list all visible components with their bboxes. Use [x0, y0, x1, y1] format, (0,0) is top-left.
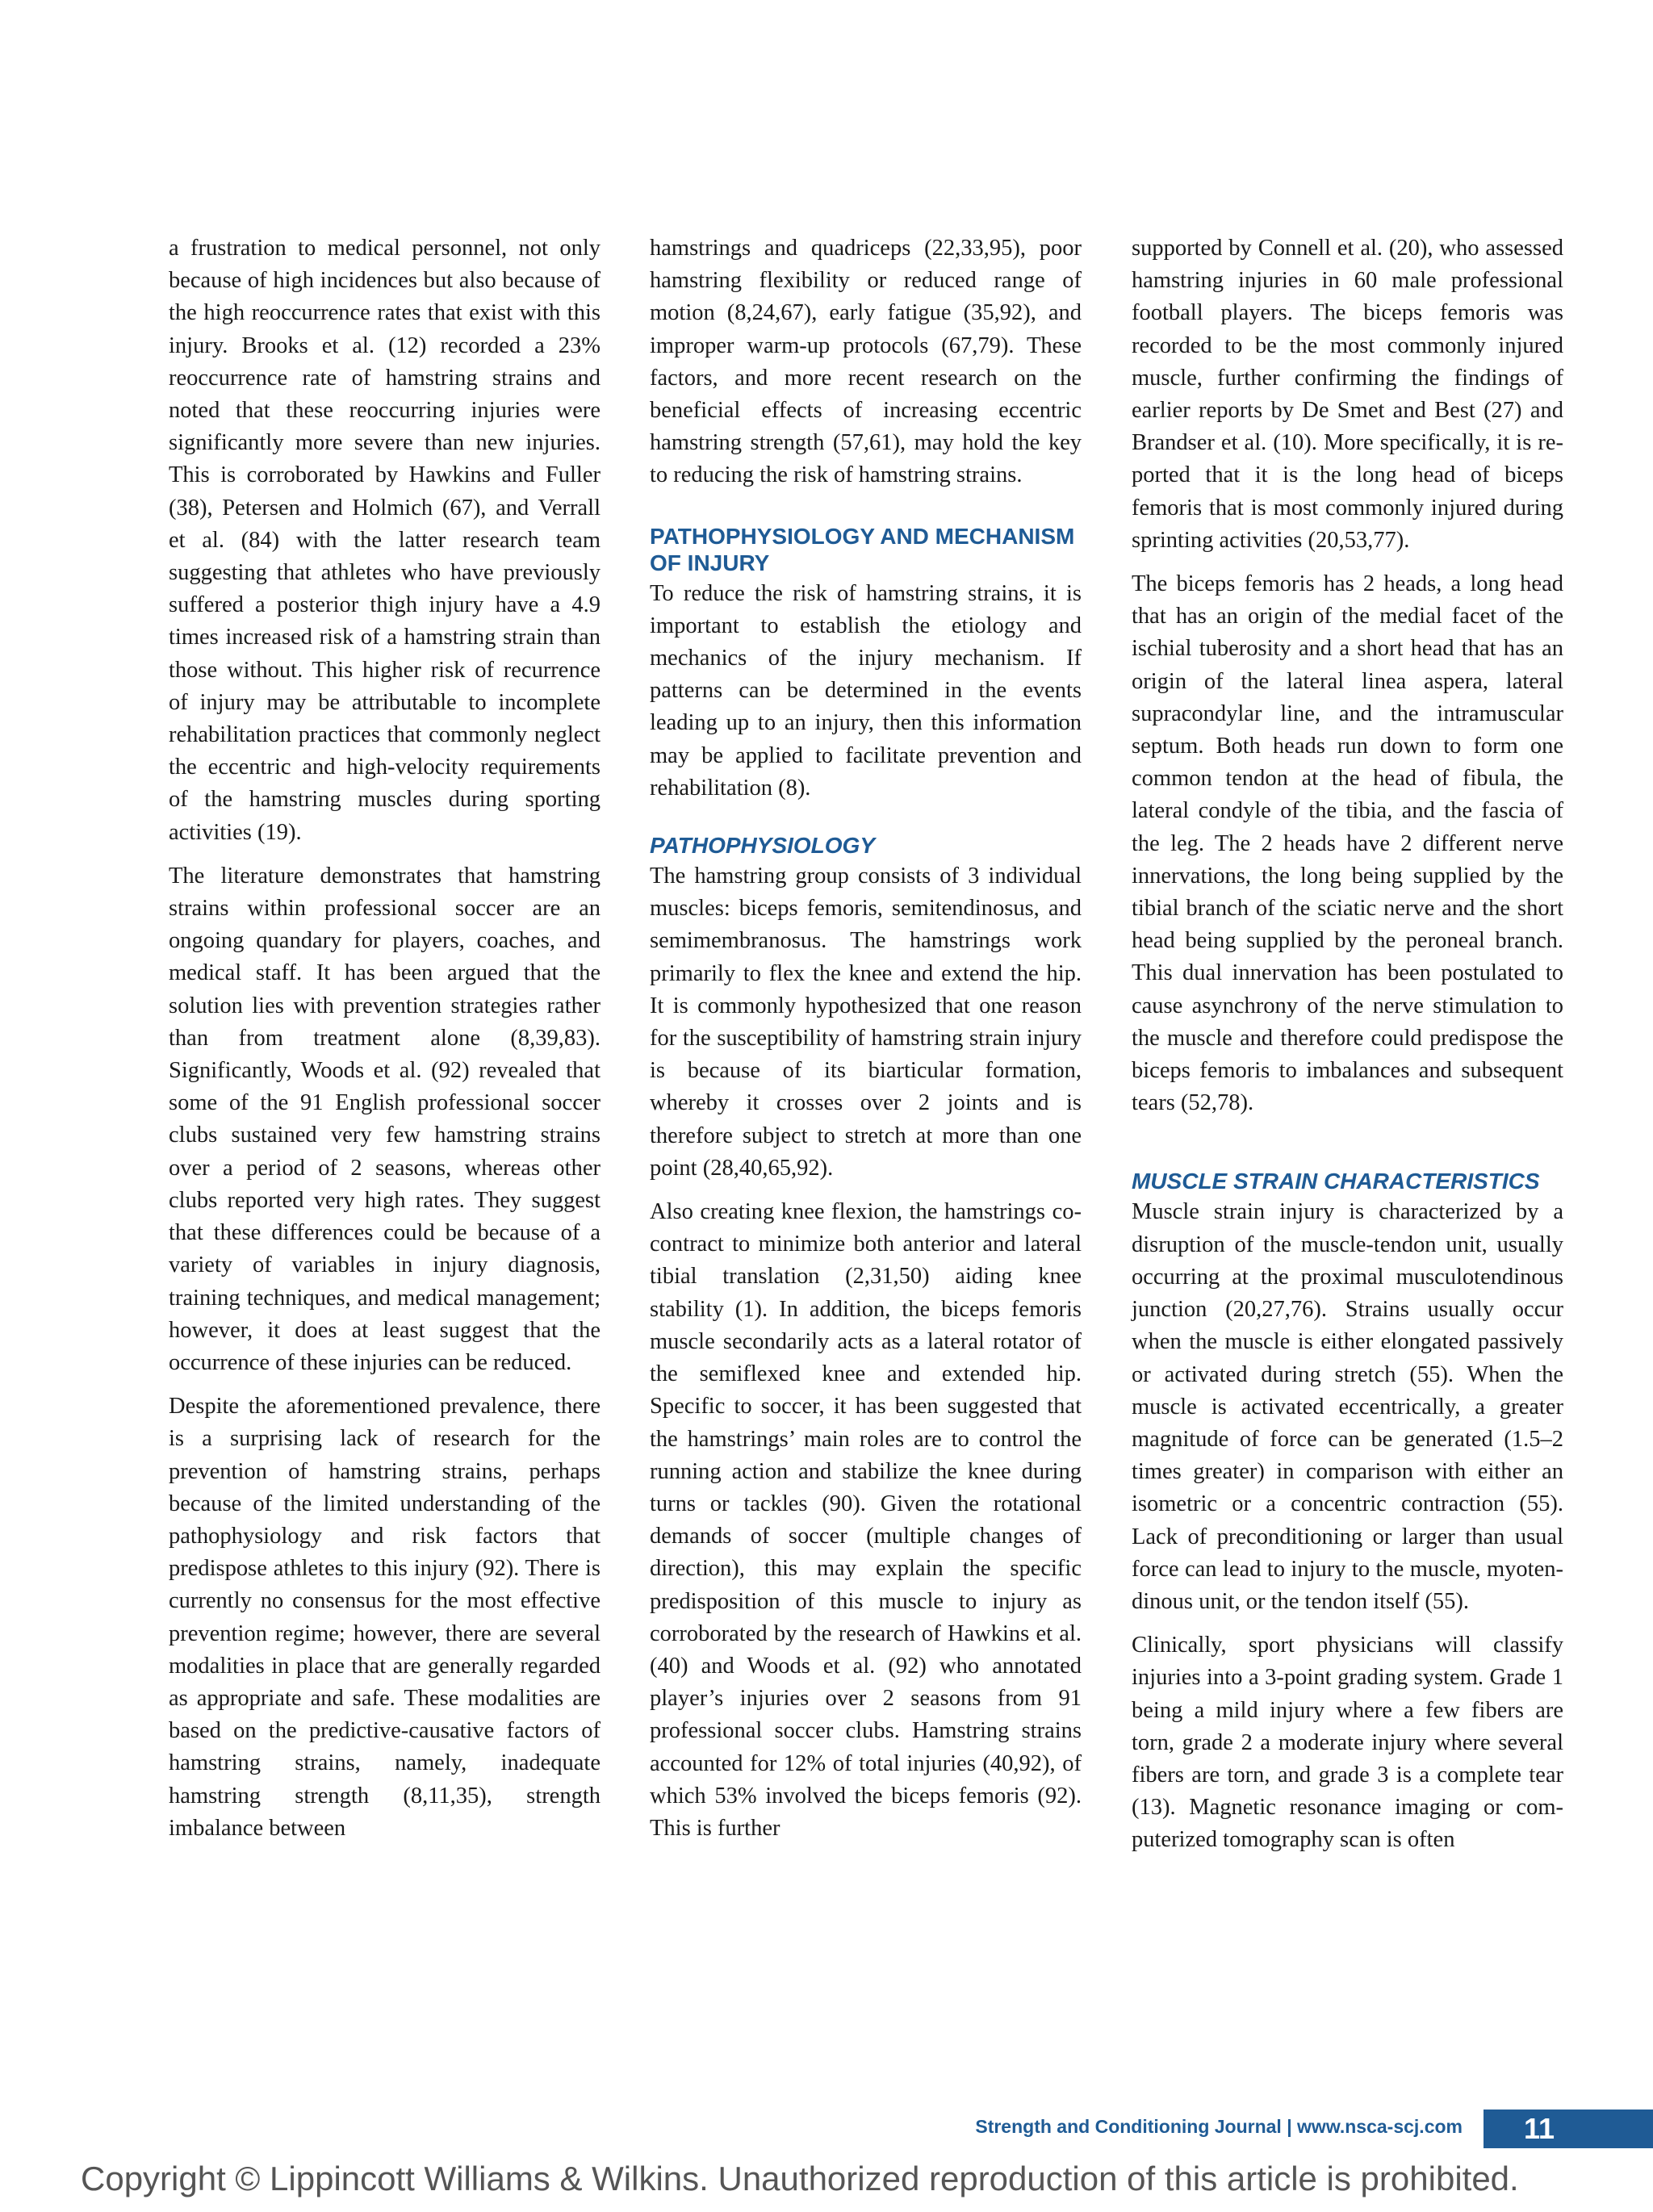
- subsection-heading-pathophysiology: PATHOPHYSIOLOGY: [650, 833, 875, 859]
- subsection-heading-muscle-strain: MUSCLE STRAIN CHARACTERISTICS: [1132, 1169, 1540, 1194]
- text-column-3: [1132, 232, 1563, 1868]
- text-column-2: [650, 232, 1082, 1856]
- body-paragraph: supported by Connell et al. (20), who assessed hamstring injuries in 60 male professional football players. The biceps femoris was recorded to be the most commonly injured muscle, further confirming the findings of earlier reports by De Smet and Best (27) and Brandser et al. (10). More specifically, it is reported that it is the long head of biceps femoris that is most commonly injured during sprinting activities (20,53,77).: [1132, 236, 1563, 553]
- text-column-1: [169, 232, 601, 1856]
- body-paragraph: The hamstring group consists of 3 individual muscles: biceps femoris, semitendinosus, and semimembranosus. The hamstrings work primarily to flex the knee and extend the hip. It is commonly hypothesized that one reason for the susceptibility of hamstring strain injury is because of its biarticular formation, whereby it crosses over 2 joints and is therefore subject to stretch at more than one point (28,40,65,92).: [650, 863, 1082, 1181]
- page-number: 11: [1484, 2110, 1653, 2148]
- body-paragraph: a frustration to medical personnel, not only because of high incidences but also because of the high reoccurrence rates that exist with this injury. Brooks et al. (12) recorded a 23% reoccurrence rate of hamstring strains and noted that these reoccurring injuries were significantly more severe than new injuries. This is corroborated by Hawkins and Fuller (38), Petersen and Holmich (67), and Verrall et al. (84) with the latter research team suggesting that athletes who have previously suffered a posterior thigh injury have a 4.9 times increased risk of a hamstring strain than those without. This higher risk of recurrence of injury may be attributable to incomplete rehabilitation practices that commonly neglect the eccentric and high-velocity requirements of the hamstring muscles during sporting activities (19).: [169, 236, 601, 845]
- body-paragraph: Also creating knee flexion, the hamstrings co-contract to minimize both anterior and lateral tibial translation (2,31,50) aiding knee stability (1). In addition, the biceps femoris muscle secondarily acts as a lateral rotator of the semiflexed knee and extended hip. Specific to soccer, it has been suggested that the hamstrings’ main roles are to control the running action and stabilize the knee during turns or tackles (90). Given the rotational demands of soccer (multiple changes of direction), this may explain the specific predisposition of this muscle to injury as corroborated by the research of Hawkins et al. (40) and Woods et al. (92) who annotated player’s injuries over 2 seasons from 91 professional soccer clubs. Hamstring strains accounted for 12% of total injuries (40,92), of which 53% involved the biceps femoris (92). This is further: [650, 1199, 1082, 1841]
- body-paragraph: Muscle strain injury is characterized by a disruption of the muscle-tendon unit, usually occurring at the proximal musculotendinous junction (20,27,76). Strains usually occur when the muscle is either elongated passively or activated during stretch (55). When the muscle is activated eccentrically, a greater magnitude of force can be generated (1.5–2 times greater) in comparison with either an isometric or a concentric contraction (55). Lack of preconditioning or larger than usual force can lead to injury to the muscle, myotendinous unit, or the tendon itself (55).: [1132, 1199, 1563, 1614]
- body-paragraph: To reduce the risk of hamstring strains, it is important to establish the etiology and mechanics of the injury mechanism. If patterns can be determined in the events leading up to an injury, then this information may be applied to facilitate prevention and rehabilitation (8).: [650, 580, 1082, 801]
- body-paragraph: The biceps femoris has 2 heads, a long head that has an origin of the medial facet of the ischial tuberosity and a short head that has an origin of the lateral linea aspera, lateral supracondylar line, and the intramuscular septum. Both heads run down to form one common tendon at the head of fibula, the lateral condyle of the tibia, and the fascia of the leg. The 2 heads have 2 different nerve innervations, the long being supplied by the tibial branch of the sciatic nerve and the short head being supplied by the peroneal branch. This dual innervation has been postulated to cause asynchrony of the nerve stimulation to the muscle and therefore could predispose the biceps femoris to imbalances and subsequent tears (52,78).: [1132, 571, 1563, 1116]
- body-paragraph: hamstrings and quadriceps (22,33,95), poor hamstring flexibility or reduced range of motion (8,24,67), early fatigue (35,92), and improper warm-up protocols (67,79). These factors, and more recent research on the beneficial effects of increasing eccentric hamstring strength (57,61), may hold the key to reducing the risk of hamstring strains.: [650, 236, 1082, 488]
- copyright-notice: Copyright © Lippincott Williams & Wilkins. Unauthorized reproduction of this article is prohibited.: [81, 2160, 1519, 2197]
- body-paragraph: The literature demonstrates that hamstring strains within professional soccer are an ongoing quandary for players, coaches, and medical staff. It has been argued that the solution lies with prevention strategies rather than from treatment alone (8,39,83). Significantly, Woods et al. (92) revealed that some of the 91 English professional soccer clubs sustained very few hamstring strains over a period of 2 seasons, whereas other clubs reported very high rates. They suggest that these differences could be because of a variety of variables in injury diagnosis, training techniques, and medical management; however, it does at least suggest that the occurrence of these injuries can be reduced.: [169, 863, 601, 1375]
- journal-footer-text: Strength and Conditioning Journal | www.nsca-scj.com: [975, 2116, 1463, 2137]
- page-footer: [0, 2110, 1653, 2150]
- body-paragraph: Clinically, sport physicians will classify injuries into a 3-point grading system. Grade 1 being a mild injury where a few fibers are torn, grade 2 a moderate injury where several fibers are torn, and grade 3 is a complete tear (13). Magnetic resonance imaging or computerized tomography scan is often: [1132, 1633, 1563, 1853]
- section-heading-pathophysiology-mechanism: PATHOPHYSIOLOGY AND MECHANISM OF INJURY: [650, 523, 1075, 575]
- body-paragraph: Despite the aforementioned prevalence, there is a surprising lack of research for the prevention of hamstring strains, perhaps because of the limited understanding of the pathophysiology and risk factors that predispose athletes to this injury (92). There is currently no consensus for the most effective prevention regime; however, there are several modalities in place that are generally regarded as appropriate and safe. These modalities are based on the predictive-causative factors of hamstring strains, namely, inadequate hamstring strength (8,11,35), strength imbalance between: [169, 1394, 601, 1841]
